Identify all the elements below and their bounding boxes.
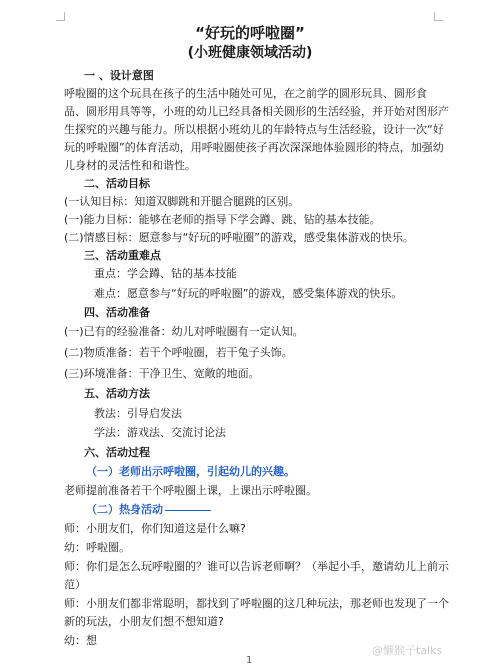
dialog-line: 幼：呼啦圈。 bbox=[64, 541, 130, 554]
document-title: “好玩的呼啦圈” bbox=[195, 24, 305, 42]
paragraph-line: 生探究的兴趣与能力。所以根据小班幼儿的年龄特点与生活经验，设计一次“好 bbox=[64, 123, 444, 136]
process-subheading-2-text: （二）热身活动 bbox=[86, 503, 163, 516]
dialog-line: 新的玩法，小朋友们想不想知道? bbox=[64, 615, 224, 628]
dialog-line: 师：你们是怎么玩呼啦圈的？谁可以告诉老师啊？（举起小手，邀请幼儿上前示 bbox=[64, 560, 449, 573]
section-heading-process: 六、活动过程 bbox=[84, 446, 150, 459]
paragraph-line: 儿身材的灵活性和和谐性。 bbox=[64, 159, 196, 172]
section-heading-preparation: 四、活动准备 bbox=[84, 306, 150, 319]
process-subheading-2 bbox=[86, 502, 211, 518]
crop-mark-top-left bbox=[56, 12, 65, 21]
method-item: 教法：引导启发法 bbox=[94, 407, 182, 420]
preparation-item: (二)物质准备：若干个呼啦圈，若干兔子头饰。 bbox=[64, 346, 293, 359]
dialog-line: 范） bbox=[64, 578, 86, 591]
section-heading-design: 一 、设计意图 bbox=[84, 69, 154, 82]
process-paragraph: 老师提前准备若干个呼啦圈上课，上课出示呼啦圈。 bbox=[64, 484, 317, 497]
document-subtitle: (小班健康领域活动) bbox=[187, 45, 313, 61]
paragraph-line: 品、圆形用具等等，小班的幼儿已经具备相关圆形的生活经验，并开始对图形产 bbox=[64, 105, 449, 118]
dialog-line: 幼：想 bbox=[64, 634, 97, 647]
paragraph-line: 呼啦圈的这个玩具在孩子的生活中随处可见，在之前学的圆形玩具、圆形食 bbox=[64, 87, 427, 100]
page-number: 1 bbox=[246, 655, 253, 666]
paragraph-line: 玩的呼啦圈”的体育活动，用呼啦圈使孩子再次深深地体验圆形的特点，加强幼 bbox=[64, 141, 444, 154]
section-heading-methods: 五、活动方法 bbox=[84, 387, 150, 400]
process-subheading-1: （一）老师出示呼啦圈，引起幼儿的兴趣。 bbox=[86, 465, 295, 478]
method-item: 学法：游戏法、交流讨论法 bbox=[94, 426, 226, 439]
dialog-line: 师：小朋友们，你们知道这是什么嘛? bbox=[64, 522, 246, 535]
goal-item: (一认知目标：知道双脚跳和开腿合腿跳的区别。 bbox=[64, 195, 300, 208]
watermark: @懒猴子talks bbox=[372, 644, 443, 657]
preparation-item: (一)已有的经验准备：幼儿对呼啦圈有一定认知。 bbox=[64, 325, 304, 338]
preparation-item: (三)环境准备：干净卫生、宽敞的地面。 bbox=[64, 367, 260, 380]
goal-item: (二)情感目标：愿意参与“好玩的呼啦圈”的游戏，感受集体游戏的快乐。 bbox=[64, 231, 414, 244]
dialog-line: 师：小朋友们都非常聪明，都找到了呼啦圈的这几种玩法，那老师也发现了一个 bbox=[64, 597, 449, 610]
section-heading-goals: 二、活动目标 bbox=[84, 177, 150, 190]
key-point-item: 难点：愿意参与“好玩的呼啦圈”的游戏，感受集体游戏的快乐。 bbox=[94, 287, 403, 300]
dash-line bbox=[165, 510, 211, 511]
section-heading-key-points: 三、活动重难点 bbox=[84, 249, 161, 262]
goal-item: (一)能力目标：能够在老师的指导下学会蹲、跳、钻的基本技能。 bbox=[64, 213, 381, 226]
key-point-item: 重点：学会蹲、钻的基本技能 bbox=[94, 267, 237, 280]
crop-mark-top-right bbox=[434, 12, 443, 21]
